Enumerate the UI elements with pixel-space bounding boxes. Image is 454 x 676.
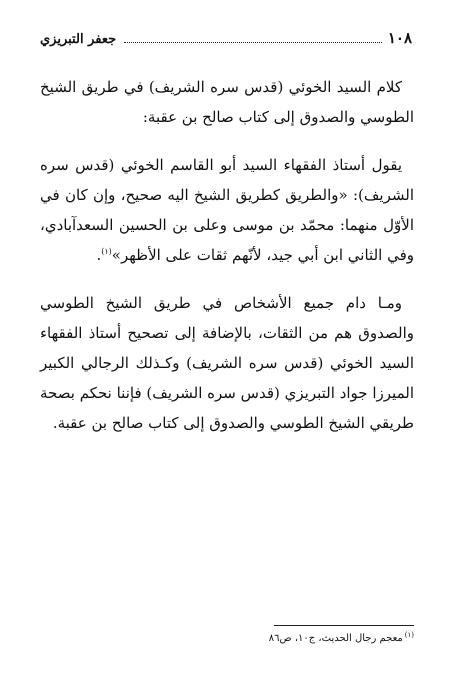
footnote-text: معجم رجال الحديث، ج١٠، ص٨٦ <box>268 633 403 644</box>
page-body <box>40 72 414 438</box>
running-title: جعفر التبريزي <box>40 32 117 47</box>
paragraph-text: كلام السيد الخوئي (قدس سره الشريف) في طريق الشيخ الطوسي والصدوق إلى كتاب صالح بن عقبة: <box>40 78 414 126</box>
footnote-mark: (١) <box>404 630 414 639</box>
paragraph-text: يقول أستاذ الفقهاء السيد أبو القاسم الخوئي (قدس سره الشريف): «والطريق كطريق الشيخ اليه صحيح، وإن كان في الأوّل منهما: محمّد بن موسى وعلى بن الحسين السعدآبادي، وفي الثاني ابن أبي جيد، لأنّهم ثقات على الأظهر» <box>40 156 414 264</box>
running-header <box>40 22 412 48</box>
footnote-divider <box>274 625 414 626</box>
paragraph-heading <box>40 72 414 132</box>
paragraph-conclusion <box>40 288 414 438</box>
paragraph-text: ومـا دام جميع الأشخاص في طريق الشيخ الطوسي والصدوق هم من الثقات، بالإضافة إلى تصحيح أستاذ الفقهاء السيد الخوئي (قدس سره الشريف) وكـذلك الرجالي الكبير الميرزا جواد التبريزي (قدس سره الشريف) فإننا نحكم بصحة طريقي الشيخ الطوسي والصدوق إلى كتاب صالح بن عقبة. <box>40 294 414 432</box>
paragraph-tail: . <box>96 246 102 264</box>
header-dotted-leader <box>124 42 382 43</box>
footnote-reference[interactable]: (١) <box>101 247 112 256</box>
page-number: ١٠٨ <box>387 29 412 47</box>
footnote <box>40 632 414 646</box>
paragraph-quote <box>40 150 414 270</box>
